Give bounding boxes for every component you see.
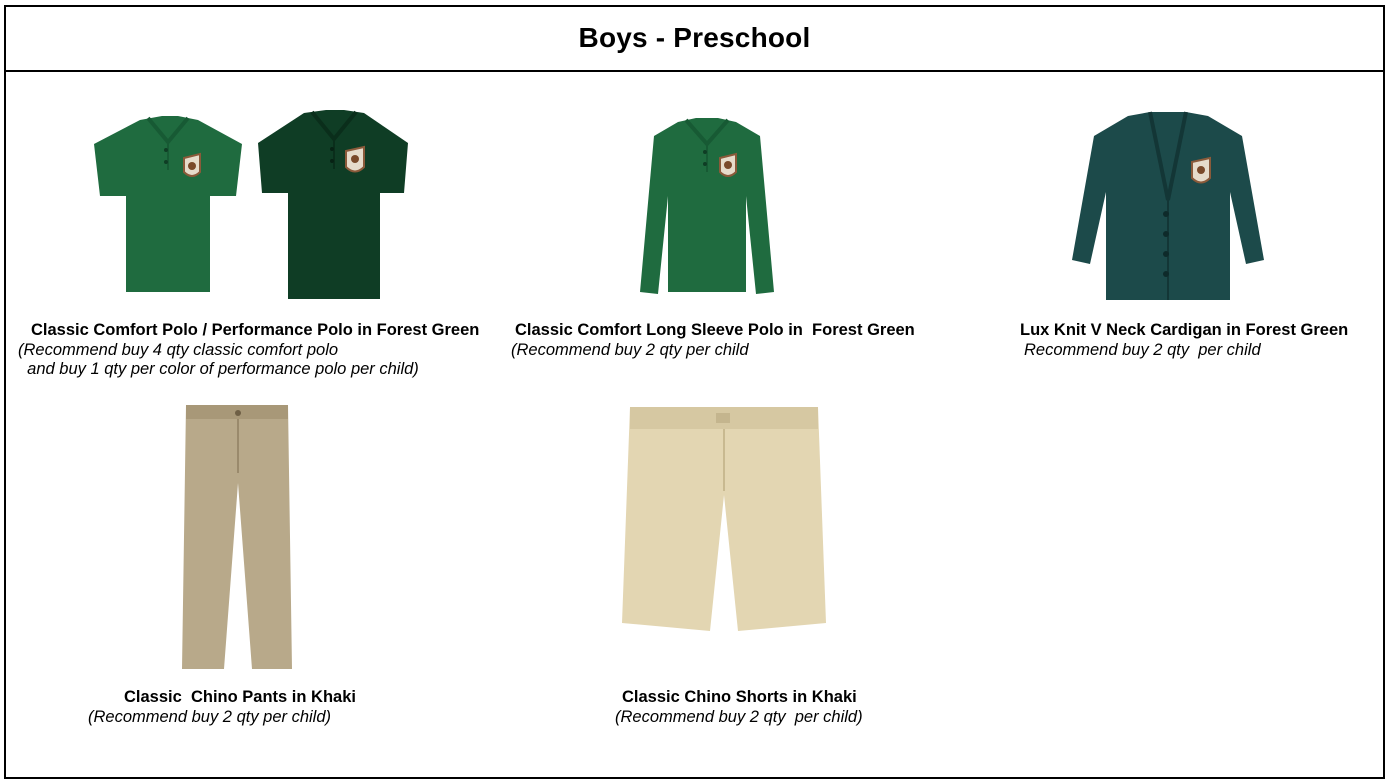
product-note: Recommend buy 2 qty per child [1024, 341, 1261, 359]
page-title: Boys - Preschool [578, 21, 811, 53]
product-note: (Recommend buy 2 qty per child) [88, 708, 332, 726]
product-note: and buy 1 qty per color of performance polo per child) [18, 360, 419, 378]
product-name: Lux Knit V Neck Cardigan in Forest Green [1020, 321, 1349, 339]
product-name: Classic Comfort Long Sleeve Polo in Forest Green [515, 321, 915, 339]
performance-polo-image [256, 109, 410, 301]
cardigan-image [1070, 110, 1266, 306]
long-sleeve-polo-image [636, 116, 778, 298]
product-note: (Recommend buy 4 qty classic comfort polo [18, 341, 339, 359]
chino-shorts-image [620, 405, 828, 633]
short-sleeve-polo-image [92, 114, 244, 296]
product-note: (Recommend buy 2 qty per child) [615, 708, 863, 726]
chino-pants-image [180, 403, 294, 671]
product-name: Classic Chino Shorts in Khaki [622, 688, 857, 706]
product-name: Classic Chino Pants in Khaki [124, 688, 356, 706]
product-name: Classic Comfort Polo / Performance Polo in Forest Green [31, 321, 480, 339]
page-header [4, 5, 1385, 72]
product-note: (Recommend buy 2 qty per child [511, 341, 749, 359]
